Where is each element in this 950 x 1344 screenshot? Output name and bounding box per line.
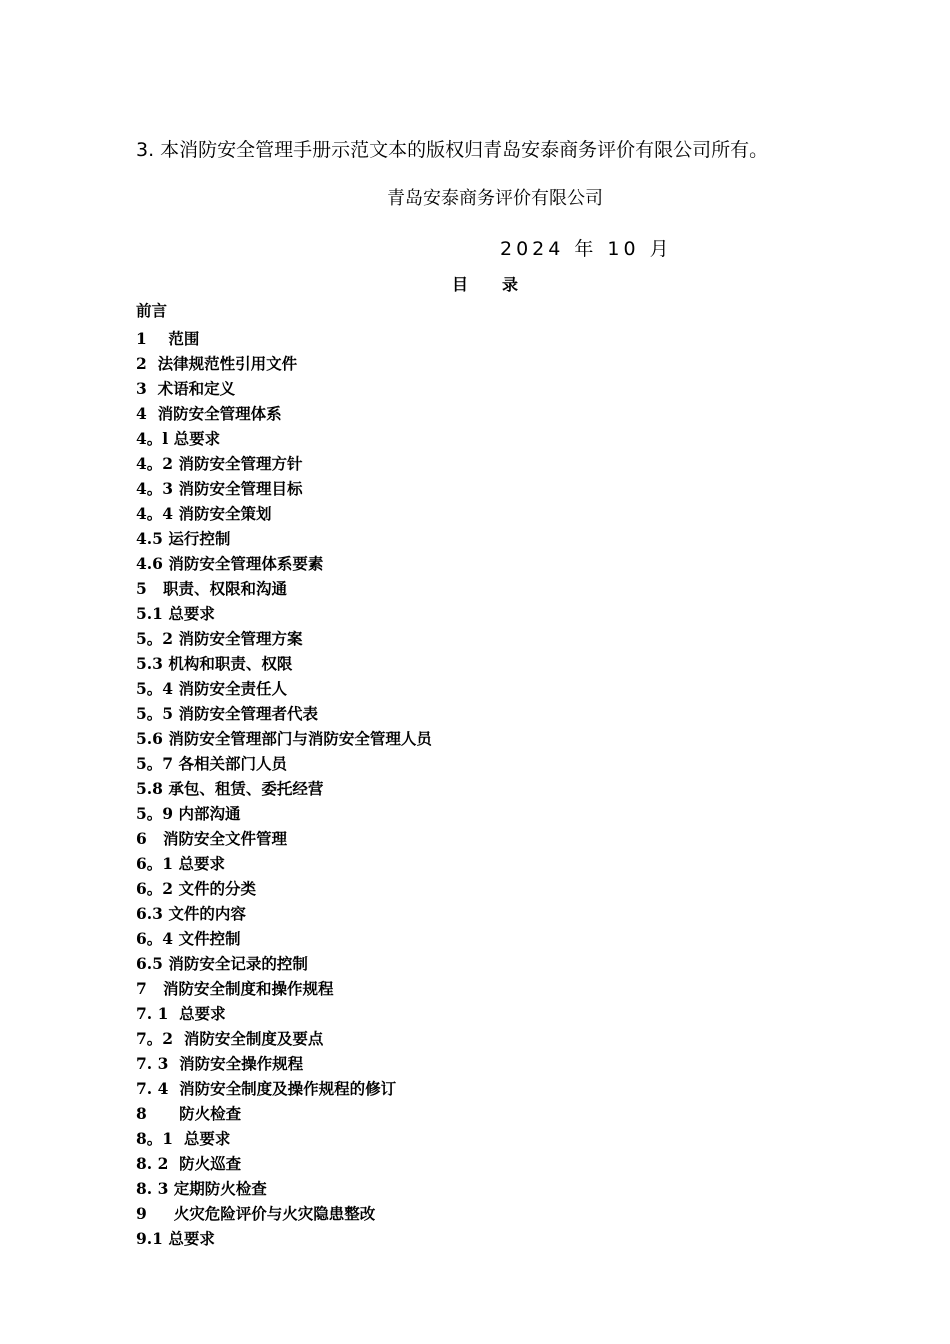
toc-entry: 5.3 机构和职责、权限 (136, 654, 293, 673)
toc-entry: 7. 1 总要求 (136, 1004, 226, 1023)
toc-entry: 1 范围 (136, 329, 200, 348)
copyright-note: 3. 本消防安全管理手册示范文本的版权归青岛安泰商务评价有限公司所有。 (136, 139, 769, 161)
document-date: 2024 年 10 月 (500, 238, 673, 260)
toc-entry: 6.5 消防安全记录的控制 (136, 954, 308, 973)
toc-entry: 前言 (136, 301, 168, 320)
toc-entry: 8。1 总要求 (136, 1129, 231, 1148)
toc-entry: 4.5 运行控制 (136, 529, 231, 548)
toc-entry: 4.6 消防安全管理体系要素 (136, 554, 324, 573)
toc-title (452, 274, 518, 296)
toc-entry: 8. 2 防火巡查 (136, 1154, 242, 1173)
toc-entry: 7. 4 消防安全制度及操作规程的修订 (136, 1079, 397, 1098)
toc-entry: 5。5 消防安全管理者代表 (136, 704, 318, 723)
toc-entry: 6。2 文件的分类 (136, 879, 256, 898)
toc-entry: 5 职责、权限和沟通 (136, 579, 287, 598)
toc-entry: 4。2 消防安全管理方针 (136, 454, 303, 473)
toc-entry: 7. 3 消防安全操作规程 (136, 1054, 304, 1073)
toc-entry: 6 消防安全文件管理 (136, 829, 287, 848)
toc-entry: 4。l 总要求 (136, 429, 221, 448)
company-name: 青岛安泰商务评价有限公司 (387, 188, 603, 209)
toc-entry: 5。7 各相关部门人员 (136, 754, 287, 773)
toc-entry: 2 法律规范性引用文件 (136, 354, 298, 373)
toc-entry: 8 防火检查 (136, 1104, 242, 1123)
toc-entry: 8. 3 定期防火检查 (136, 1179, 267, 1198)
toc-entry: 6。4 文件控制 (136, 929, 241, 948)
toc-entry: 3 术语和定义 (136, 379, 236, 398)
toc-entry: 9.1 总要求 (136, 1229, 215, 1248)
toc-entry: 5.1 总要求 (136, 604, 215, 623)
toc-title-left: 目 (452, 275, 469, 294)
toc-entry: 5.6 消防安全管理部门与消防安全管理人员 (136, 729, 432, 748)
toc-entry: 5。2 消防安全管理方案 (136, 629, 303, 648)
toc-entry: 6。1 总要求 (136, 854, 225, 873)
toc-title-right: 录 (502, 275, 519, 294)
toc-entry: 4 消防安全管理体系 (136, 404, 282, 423)
toc-entry: 9 火灾危险评价与火灾隐患整改 (136, 1204, 376, 1223)
toc-entry: 5。9 内部沟通 (136, 804, 241, 823)
table-of-contents (136, 298, 432, 1251)
toc-entry: 5。4 消防安全责任人 (136, 679, 287, 698)
toc-entry: 7 消防安全制度和操作规程 (136, 979, 334, 998)
toc-entry: 7。2 消防安全制度及要点 (136, 1029, 324, 1048)
toc-entry: 4。3 消防安全管理目标 (136, 479, 303, 498)
toc-entry: 4。4 消防安全策划 (136, 504, 272, 523)
toc-entry: 6.3 文件的内容 (136, 904, 246, 923)
toc-entry: 5.8 承包、租赁、委托经营 (136, 779, 324, 798)
